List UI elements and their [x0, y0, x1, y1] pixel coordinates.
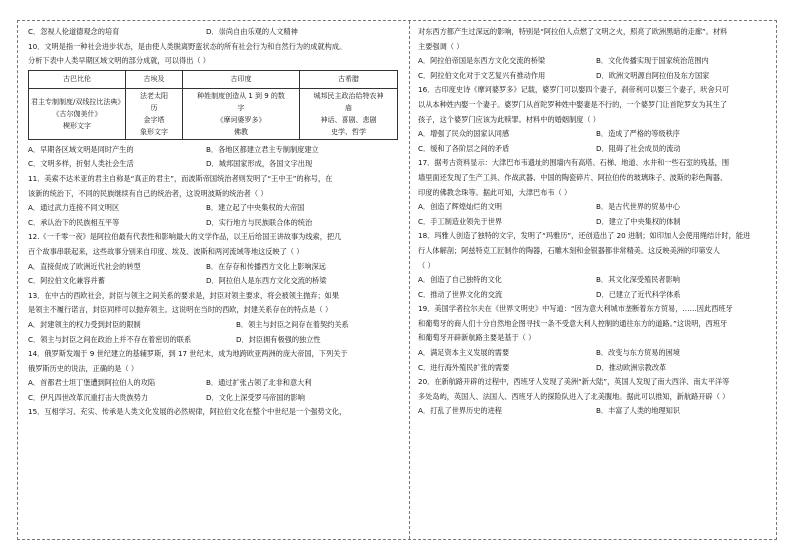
q19-options: A．满足资本主义发展的需要 B．改变与东方贸易的困境 [418, 348, 680, 358]
q19-stem-line: 19．美国学者拉尔夫在《世界文明史》中写道：“因为意大利城市垄断着东方贸易，……因此西班牙 [418, 304, 733, 314]
q14-stem-line: 俄罗斯历史的说法，正确的是（ ） [28, 363, 139, 373]
q15-stem-line: 对东西方都产生过深远的影响，特别是“阿拉伯人点燃了文明之火，照亮了欧洲黑暗的走廊”。材料 [418, 27, 728, 36]
q17-options: C．手工制造业领先于世界 D．建立了中央集权的体制 [418, 216, 681, 226]
right-column [410, 21, 776, 539]
q11-options: C．承认治下的民族相互平等 D．实行地方与民族联合体的统治 [28, 217, 313, 227]
q19-stem-line: 和葡萄牙开辟新航路主要是基于（ ） [418, 333, 536, 343]
q16-options: C．缓和了各阶层之间的矛盾 D．阻碍了社会成员的流动 [418, 143, 681, 153]
left-column [18, 21, 410, 539]
q16-stem-line: 孩子，这个婆罗门应该为此赎罪。材料中的婚姻制度（ ） [418, 114, 600, 124]
q11-stem-line: 11．美索不达米亚的君主自称是“真正的君主”，而波斯帝国统治者则发明了“王中王”的称号，在 [28, 173, 333, 183]
q10-options: A．早期各区域文明是同时产生的 B．各地区都建立君主专制制度建立 [28, 144, 319, 154]
table-header: 古巴比伦 [29, 70, 126, 88]
exam-sheet [17, 20, 777, 540]
q18-stem-line: （ ） [418, 260, 435, 270]
q17-stem-line: 印度的佛教念珠等。据此可知，大津巴布韦（ ） [418, 187, 572, 197]
table-cell: 君主专制制度/双线拉比法典》 《古尔伽美什》 楔形文字 [29, 88, 126, 139]
q15-options: A．阿拉伯帝国是东西方文化交流的桥梁 B．文化传播实现于国家统治范围内 [418, 56, 709, 66]
q17-stem-line: 17．据考古资料显示：大津巴布韦遗址的围墙内有高塔、石梯、地道、水井和一些石室的残基，围 [418, 158, 730, 168]
q12-stem-line: 12.《一千零一夜》是阿拉伯最有代表性和影响最大的文学作品，以王后给国王讲故事为线索，把几 [28, 232, 342, 242]
q12-options: A．直接促成了欧洲近代社会的转型 B．在存存和传播西方文化上影响深远 [28, 261, 326, 271]
q10-options: C．文明多样，折射人类社会生活 D．城邦国家形成，各国文字出现 [28, 159, 313, 169]
table-header: 古希腊 [300, 70, 398, 88]
q16-stem-line: 16．古印度史诗《摩诃婆罗多》记载，婆罗门可以娶四个妻子，刹帝利可以娶三个妻子，吠舍只可 [418, 85, 730, 95]
q15-options: C．阿拉伯文化对于文艺复兴有推动作用 D．欧洲文明源自阿拉伯及东方国家 [418, 70, 710, 80]
q19-options: C．进行海外殖民扩张的需要 D．推动欧洲宗教改革 [418, 362, 667, 372]
q18-options: A．创造了自己独特的文化 B．其文化深受殖民者影响 [418, 275, 680, 285]
q9-options [28, 25, 403, 40]
q18-stem-line: 18．玛雅人创造了独特的文字，发明了“玛雅历”，还创造出了 20 进制；如印加人会使用绳结计时，能进 [418, 231, 751, 241]
q18-options: C．推动了世界文化的交流 D．已建立了近代科学体系 [418, 289, 681, 299]
q14-stem-line: 14．俄罗斯发端于 9 世纪建立的基辅罗斯，到 17 世纪末，成为地跨欧亚两洲的庞大帝国，下列关于 [28, 349, 348, 359]
table-header: 古印度 [183, 70, 300, 88]
option-d: D．崇尚自由乐观的人文精神 [206, 27, 298, 36]
q15-stem-line: 主要强调（ ） [418, 41, 464, 51]
table-header: 古埃及 [126, 70, 183, 88]
q12-options: C．阿拉伯文化兼容并蓄 D．阿拉伯人是东西方文化交流的桥梁 [28, 276, 327, 286]
table-cell: 法老太阳 历 金字塔 象形文字 [126, 88, 183, 139]
q13-stem-line: 是领主不履行诺言，封臣同样可以抛弃领主。这说明在当时的西欧，封建关系存在的特点是（ ） [28, 305, 333, 315]
q10-stem-line: 分析下表中人类早期区域文明的部分成就，可以得出（ ） [28, 56, 210, 66]
q18-stem-line: 行人体解剖；阿兹特克工匠制作的陶器，石雕木刻和金银器都非常精美。这反映美洲的印第安人 [418, 245, 720, 255]
q19-stem-line: 和葡萄牙的商人们十分自然地企图寻找一条不受意大利人控制的通往东方的道路。”这说明，西班牙 [418, 318, 728, 328]
q12-stem-line: 百个故事串联起来，这些故事分别来自印度、埃及、波斯和两河流域等地这反映了（ ） [28, 246, 304, 256]
q10-stem-line: 10．文明是指一种社会进步状态，是由使人类脱离野蛮状态的所有社会行为和自然行为的成就构成。 [28, 41, 347, 51]
q16-stem-line: 以从本种姓内娶一个妻子。婆罗门从首陀罗种姓中娶妻是不行的，一个婆罗门让首陀罗女为其生了 [418, 99, 728, 109]
civilization-table [28, 70, 398, 140]
q11-options: A．通过武力连接不同文明区 B．建立起了中央集权的大帝国 [28, 203, 305, 213]
q20-options: A．打乱了世界历史的进程 B．丰富了人类的地理知识 [418, 406, 680, 416]
table-cell: 种姓制度创造从 1 到 9 的数 字 《摩诃婆罗多》 佛教 [183, 88, 300, 139]
q16-options: A．增强了民众的国家认同感 B．造成了严格的等级秩序 [418, 129, 680, 139]
option-c: C．忽视人伦道德观念的培育 [28, 27, 120, 36]
q14-options: C．伊凡四世改革沉重打击大贵族势力 D．文化上深受罗马帝国的影响 [28, 392, 305, 402]
table-cell: 城邦民主政治给特农神 庙 神话、喜剧、悲剧 史学、哲学 [300, 88, 398, 139]
q20-stem-line: 多处岛屿，英国人、法国人、西班牙人的探险队进入了北美腹地。据此可以推知，新航路开辟（ ） [418, 391, 730, 401]
q17-options: A．创造了辉煌灿烂的文明 B．是古代世界的贸易中心 [418, 202, 680, 212]
q11-stem-line: 该新的统治下，不同的民族继续有自己的统治者，这说明波斯的统治者（ ） [28, 188, 268, 198]
q20-stem-line: 20．在新航路开辟的过程中，西班牙人发现了美洲“新大陆”，英国人发现了南大西洋、南太平洋等 [418, 377, 730, 387]
q15-stem-line: 15．互相学习、充实、传承是人类文化发展的必然规律，阿拉伯文化在整个中世纪是一个强势文化， [28, 407, 347, 417]
q13-options: A．封建领主的权力受到封臣的限制 B．领主与封臣之间存在着契约关系 [28, 319, 349, 329]
q13-stem-line: 13．在中古的西欧社会，封臣与领主之间关系的要求是，封臣对领主要求，将会被领主抛弃；如果 [28, 290, 340, 300]
q17-stem-line: 墙里面还发现了生产工具、作战武器、中国的陶瓷碎片、阿拉伯传的玻璃珠子、波斯的彩色陶器、 [418, 172, 728, 182]
q14-options: A．首都君士坦丁堡遭到阿拉伯人的攻陷 B．通过扩张占领了北非和意大利 [28, 378, 312, 388]
q13-options: C．领主与封臣之间在政治上并不存在着密切的联系 D．封臣拥有极强的独立性 [28, 334, 321, 344]
